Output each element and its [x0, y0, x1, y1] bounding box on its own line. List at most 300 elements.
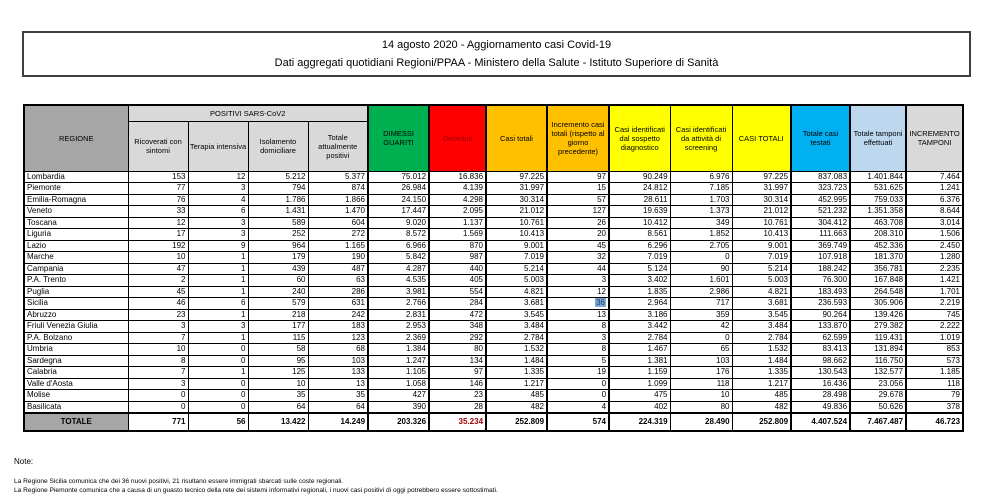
- value-cell: 8.561: [609, 229, 670, 241]
- value-cell: 3.981: [368, 286, 429, 298]
- value-cell: 717: [670, 298, 732, 310]
- value-cell: 3.484: [486, 321, 547, 333]
- totale-label-cell: TOTALE: [24, 413, 128, 431]
- value-cell: 183: [308, 321, 368, 333]
- value-cell: 119.431: [850, 332, 906, 344]
- value-cell: 45: [128, 286, 188, 298]
- value-cell: 132.577: [850, 367, 906, 379]
- value-cell: 176: [670, 367, 732, 379]
- value-cell: 7: [128, 367, 188, 379]
- value-cell: 1.105: [368, 367, 429, 379]
- value-cell: 1.852: [670, 229, 732, 241]
- value-cell: 475: [609, 390, 670, 402]
- value-cell: 90.264: [791, 309, 850, 321]
- value-cell: 0: [128, 390, 188, 402]
- value-cell: 58: [248, 344, 308, 356]
- value-cell: 0: [188, 355, 248, 367]
- value-cell: 440: [429, 263, 486, 275]
- value-cell: 153: [128, 171, 188, 183]
- value-cell: 279.382: [850, 321, 906, 333]
- value-cell: 853: [906, 344, 963, 356]
- value-cell: 190: [308, 252, 368, 264]
- value-cell: 964: [248, 240, 308, 252]
- totale-row: [24, 413, 963, 431]
- col-header-regione: REGIONE: [24, 105, 128, 171]
- region-name-cell: Veneto: [24, 206, 128, 218]
- region-name-cell: Lazio: [24, 240, 128, 252]
- value-cell: 1.058: [368, 378, 429, 390]
- value-cell: 2.705: [670, 240, 732, 252]
- value-cell: 0: [128, 401, 188, 413]
- value-cell: 1.217: [486, 378, 547, 390]
- value-cell: 131.894: [850, 344, 906, 356]
- value-cell: 2.831: [368, 309, 429, 321]
- table-row: [24, 286, 963, 298]
- region-name-cell: Campania: [24, 263, 128, 275]
- value-cell: 2.784: [732, 332, 791, 344]
- value-cell: 35: [248, 390, 308, 402]
- value-cell: 305.906: [850, 298, 906, 310]
- value-cell: 65: [670, 344, 732, 356]
- value-cell: 7.019: [486, 252, 547, 264]
- value-cell: 1.099: [609, 378, 670, 390]
- region-name-cell: Basilicata: [24, 401, 128, 413]
- value-cell: 17: [128, 229, 188, 241]
- value-cell: 10: [248, 378, 308, 390]
- table-row: [24, 229, 963, 241]
- value-cell: 369.749: [791, 240, 850, 252]
- region-name-cell: Valle d'Aosta: [24, 378, 128, 390]
- value-cell: 3.681: [486, 298, 547, 310]
- value-cell: 1: [188, 309, 248, 321]
- value-cell: 323.723: [791, 183, 850, 195]
- value-cell: 4.287: [368, 263, 429, 275]
- table-row: [24, 378, 963, 390]
- value-cell: 1: [188, 275, 248, 287]
- value-cell: 10.413: [486, 229, 547, 241]
- value-cell: 23: [429, 390, 486, 402]
- value-cell: 1.247: [368, 355, 429, 367]
- value-cell: 33: [128, 206, 188, 218]
- col-header-casi-totali-caps: CASI TOTALI: [732, 105, 791, 171]
- value-cell: 3: [188, 217, 248, 229]
- value-cell: 2.784: [486, 332, 547, 344]
- value-cell: 146: [429, 378, 486, 390]
- value-cell: 127: [547, 206, 609, 218]
- value-cell: 9.001: [486, 240, 547, 252]
- value-cell: 10.761: [732, 217, 791, 229]
- region-name-cell: Emilia-Romagna: [24, 194, 128, 206]
- col-header-incremento-tamponi: INCREMENTO TAMPONI: [906, 105, 963, 171]
- col-header-dimessi-guariti: DIMESSI GUARITI: [368, 105, 429, 171]
- group-header-positivi: POSITIVI SARS-CoV2: [128, 105, 368, 121]
- value-cell: 284: [429, 298, 486, 310]
- value-cell: 745: [906, 309, 963, 321]
- value-cell: 5.212: [248, 171, 308, 183]
- value-cell: 45: [547, 240, 609, 252]
- col-header-tamponi-effettuati: Totale tamponi effettuati: [850, 105, 906, 171]
- totale-value-cell: 4.407.524: [791, 413, 850, 431]
- value-cell: 116.750: [850, 355, 906, 367]
- value-cell: 10: [128, 252, 188, 264]
- value-cell: 589: [248, 217, 308, 229]
- value-cell: 5: [547, 355, 609, 367]
- value-cell: 390: [368, 401, 429, 413]
- value-cell: 3.545: [486, 309, 547, 321]
- value-cell: 5.842: [368, 252, 429, 264]
- value-cell: 7.464: [906, 171, 963, 183]
- value-cell: 1.866: [308, 194, 368, 206]
- value-cell: 24.150: [368, 194, 429, 206]
- region-name-cell: Puglia: [24, 286, 128, 298]
- value-cell: 4: [188, 194, 248, 206]
- value-cell: 0: [188, 401, 248, 413]
- totale-value-cell: 13.422: [248, 413, 308, 431]
- col-header-incremento-casi: Incremento casi totali (rispetto al giorno precedente): [547, 105, 609, 171]
- value-cell: 1: [188, 252, 248, 264]
- selected-text: 36: [596, 298, 606, 307]
- value-cell: 1.484: [486, 355, 547, 367]
- value-cell: 0: [547, 390, 609, 402]
- value-cell: 2.964: [609, 298, 670, 310]
- value-cell: 4.821: [732, 286, 791, 298]
- value-cell: 23: [128, 309, 188, 321]
- region-name-cell: Molise: [24, 390, 128, 402]
- value-cell: 10.761: [486, 217, 547, 229]
- col-header-casi-totali: Casi totali: [486, 105, 547, 171]
- totale-value-cell: 28.490: [670, 413, 732, 431]
- value-cell: 2.222: [906, 321, 963, 333]
- value-cell: 177: [248, 321, 308, 333]
- table-row: [24, 183, 963, 195]
- value-cell: 10.413: [732, 229, 791, 241]
- value-cell: 2.986: [670, 286, 732, 298]
- value-cell: 5.003: [732, 275, 791, 287]
- region-name-cell: Marche: [24, 252, 128, 264]
- value-cell: 1.384: [368, 344, 429, 356]
- region-name-cell: Umbria: [24, 344, 128, 356]
- value-cell: 118: [906, 378, 963, 390]
- totale-value-cell: 35.234: [429, 413, 486, 431]
- value-cell: 1.835: [609, 286, 670, 298]
- col-header-deceduti: Deceduti: [429, 105, 486, 171]
- value-cell: 1.569: [429, 229, 486, 241]
- region-name-cell: Calabria: [24, 367, 128, 379]
- value-cell: 3.014: [906, 217, 963, 229]
- value-cell: 80: [670, 401, 732, 413]
- value-cell: 870: [429, 240, 486, 252]
- value-cell: 1.381: [609, 355, 670, 367]
- region-name-cell: Liguria: [24, 229, 128, 241]
- value-cell: 7.185: [670, 183, 732, 195]
- value-cell: 179: [248, 252, 308, 264]
- value-cell: 13: [547, 309, 609, 321]
- value-cell: 0: [188, 344, 248, 356]
- value-cell: 242: [308, 309, 368, 321]
- value-cell: 1: [188, 286, 248, 298]
- value-cell: 31.997: [732, 183, 791, 195]
- table-row: [24, 240, 963, 252]
- value-cell: 1: [188, 367, 248, 379]
- value-cell: 3: [547, 332, 609, 344]
- value-cell: 16.436: [791, 378, 850, 390]
- col-header-terapia-intensiva: Terapia intensiva: [188, 121, 248, 171]
- value-cell: 3: [188, 229, 248, 241]
- value-cell: 5.214: [732, 263, 791, 275]
- value-cell: 1.701: [906, 286, 963, 298]
- value-cell: 134: [429, 355, 486, 367]
- value-cell: 79: [906, 390, 963, 402]
- table-row: [24, 321, 963, 333]
- value-cell: 76: [128, 194, 188, 206]
- value-cell: 68: [308, 344, 368, 356]
- value-cell: 6.376: [906, 194, 963, 206]
- value-cell: 1.431: [248, 206, 308, 218]
- value-cell: 9: [188, 240, 248, 252]
- value-cell: 794: [248, 183, 308, 195]
- table-row: [24, 263, 963, 275]
- value-cell: 485: [732, 390, 791, 402]
- covid-data-table: [23, 104, 964, 432]
- value-cell: 5.003: [486, 275, 547, 287]
- value-cell: 405: [429, 275, 486, 287]
- value-cell: 47: [128, 263, 188, 275]
- value-cell: 21.012: [732, 206, 791, 218]
- value-cell: 236.593: [791, 298, 850, 310]
- value-cell: 3.442: [609, 321, 670, 333]
- region-name-cell: P.A. Trento: [24, 275, 128, 287]
- table-row: [24, 344, 963, 356]
- value-cell: 218: [248, 309, 308, 321]
- value-cell: 1.506: [906, 229, 963, 241]
- value-cell: 46: [128, 298, 188, 310]
- value-cell: 90.249: [609, 171, 670, 183]
- region-name-cell: Abruzzo: [24, 309, 128, 321]
- value-cell: 76.300: [791, 275, 850, 287]
- value-cell: 1.484: [732, 355, 791, 367]
- value-cell: 3: [547, 275, 609, 287]
- report-title-line1: 14 agosto 2020 - Aggiornamento casi Covid-19: [381, 39, 612, 51]
- value-cell: 133: [308, 367, 368, 379]
- region-name-cell: Toscana: [24, 217, 128, 229]
- value-cell: 80: [429, 344, 486, 356]
- value-cell: 62.599: [791, 332, 850, 344]
- value-cell: 30.314: [486, 194, 547, 206]
- value-cell: 125: [248, 367, 308, 379]
- table-row: [24, 217, 963, 229]
- value-cell: 1.401.844: [850, 171, 906, 183]
- value-cell: 208.310: [850, 229, 906, 241]
- value-cell: 2.095: [429, 206, 486, 218]
- totale-value-cell: 203.326: [368, 413, 429, 431]
- value-cell: 1: [188, 263, 248, 275]
- value-cell: 5.377: [308, 171, 368, 183]
- value-cell: 573: [906, 355, 963, 367]
- col-header-ricoverati: Ricoverati con sintomi: [128, 121, 188, 171]
- value-cell: 2.235: [906, 263, 963, 275]
- value-cell: 77: [128, 183, 188, 195]
- value-cell: 264.548: [850, 286, 906, 298]
- value-cell: 6.966: [368, 240, 429, 252]
- value-cell: 183.493: [791, 286, 850, 298]
- value-cell: 16.836: [429, 171, 486, 183]
- value-cell: 49.836: [791, 401, 850, 413]
- value-cell: 554: [429, 286, 486, 298]
- value-cell: 60: [248, 275, 308, 287]
- value-cell: 1.601: [670, 275, 732, 287]
- region-name-cell: Sardegna: [24, 355, 128, 367]
- value-cell: 90: [670, 263, 732, 275]
- value-cell: 6.296: [609, 240, 670, 252]
- totale-value-cell: 14.249: [308, 413, 368, 431]
- value-cell: 21.012: [486, 206, 547, 218]
- value-cell: 1.470: [308, 206, 368, 218]
- value-cell: 3.402: [609, 275, 670, 287]
- value-cell: 452.336: [850, 240, 906, 252]
- region-name-cell: Lombardia: [24, 171, 128, 183]
- value-cell: 1.335: [486, 367, 547, 379]
- value-cell: 9.001: [732, 240, 791, 252]
- value-cell: 1.421: [906, 275, 963, 287]
- value-cell: 97: [547, 171, 609, 183]
- totale-value-cell: 574: [547, 413, 609, 431]
- value-cell: 97.225: [486, 171, 547, 183]
- table-row: [24, 275, 963, 287]
- value-cell: 83.413: [791, 344, 850, 356]
- value-cell: 20: [547, 229, 609, 241]
- value-cell: 31.997: [486, 183, 547, 195]
- value-cell: 8: [547, 344, 609, 356]
- region-name-cell: Sicilia: [24, 298, 128, 310]
- value-cell: 252: [248, 229, 308, 241]
- totale-value-cell: 252.809: [732, 413, 791, 431]
- value-cell: 75.012: [368, 171, 429, 183]
- value-cell: 1.137: [429, 217, 486, 229]
- value-cell: 1.373: [670, 206, 732, 218]
- value-cell: 2.766: [368, 298, 429, 310]
- value-cell: 604: [308, 217, 368, 229]
- value-cell: 3.545: [732, 309, 791, 321]
- value-cell: 272: [308, 229, 368, 241]
- value-cell: 17.447: [368, 206, 429, 218]
- value-cell: 6.976: [670, 171, 732, 183]
- col-header-attualmente-positivi: Totale attualmente positivi: [308, 121, 368, 171]
- value-cell: 463.708: [850, 217, 906, 229]
- value-cell: 2.953: [368, 321, 429, 333]
- value-cell: 292: [429, 332, 486, 344]
- value-cell: 4.298: [429, 194, 486, 206]
- totale-value-cell: 771: [128, 413, 188, 431]
- value-cell: 348: [429, 321, 486, 333]
- value-cell: 6: [188, 298, 248, 310]
- value-cell: 0: [188, 378, 248, 390]
- value-cell: 874: [308, 183, 368, 195]
- table-row: [24, 194, 963, 206]
- value-cell: 4: [547, 401, 609, 413]
- value-cell: 0: [547, 378, 609, 390]
- value-cell: 1.165: [308, 240, 368, 252]
- region-name-cell: Piemonte: [24, 183, 128, 195]
- value-cell: 4.821: [486, 286, 547, 298]
- value-cell: 64: [308, 401, 368, 413]
- value-cell: 987: [429, 252, 486, 264]
- table-row: [24, 252, 963, 264]
- value-cell: 482: [732, 401, 791, 413]
- value-cell: 12: [188, 171, 248, 183]
- value-cell: 2.219: [906, 298, 963, 310]
- note-line-piemonte: La Regione Piemonte comunica che a causa di un guasto tecnico della rete dei sistemi informativi regionali, i nuovi casi positivi di oggi potrebbero essere sottostimati.: [14, 486, 498, 494]
- value-cell: 1.335: [732, 367, 791, 379]
- value-cell: 304.412: [791, 217, 850, 229]
- value-cell: 4.139: [429, 183, 486, 195]
- report-title-line2: Dati aggregati quotidiani Regioni/PPAA - Ministero della Salute - Istituto Superiore di Sanità: [274, 57, 719, 69]
- value-cell: 482: [486, 401, 547, 413]
- value-cell: 579: [248, 298, 308, 310]
- value-cell: 8: [547, 321, 609, 333]
- value-cell: 5.124: [609, 263, 670, 275]
- value-cell: 103: [308, 355, 368, 367]
- note-line-sicilia: La Regione Sicilia comunica che dei 36 nuovi positivi, 21 risultano essere immigrati sbarcati sulle coste regionali.: [14, 478, 344, 485]
- value-cell: 487: [308, 263, 368, 275]
- value-cell: 1.703: [670, 194, 732, 206]
- col-header-sospetto-diagnostico: Casi identificati dal sospetto diagnostico: [609, 105, 670, 171]
- value-cell: 359: [670, 309, 732, 321]
- value-cell: 3.484: [732, 321, 791, 333]
- value-cell: 19: [547, 367, 609, 379]
- value-cell: 19.639: [609, 206, 670, 218]
- value-cell: 8.644: [906, 206, 963, 218]
- value-cell: 26: [547, 217, 609, 229]
- value-cell: 7: [128, 332, 188, 344]
- value-cell: 23.056: [850, 378, 906, 390]
- value-cell: 0: [670, 332, 732, 344]
- value-cell: 26.984: [368, 183, 429, 195]
- value-cell: 1.532: [486, 344, 547, 356]
- value-cell: 32: [547, 252, 609, 264]
- value-cell: 103: [670, 355, 732, 367]
- value-cell: 118: [670, 378, 732, 390]
- value-cell: 1.217: [732, 378, 791, 390]
- totale-value-cell: 252.809: [486, 413, 547, 431]
- value-cell: 1.467: [609, 344, 670, 356]
- value-cell: 402: [609, 401, 670, 413]
- value-cell: 439: [248, 263, 308, 275]
- value-cell: 10: [128, 344, 188, 356]
- value-cell: 2: [128, 275, 188, 287]
- value-cell: 24.812: [609, 183, 670, 195]
- col-header-casi-testati: Totale casi testati: [791, 105, 850, 171]
- value-cell: 15: [547, 183, 609, 195]
- table-body: [24, 171, 963, 431]
- value-cell: 1.019: [906, 332, 963, 344]
- totale-value-cell: 7.467.487: [850, 413, 906, 431]
- value-cell: 1.159: [609, 367, 670, 379]
- value-cell: 1.241: [906, 183, 963, 195]
- table-row: [24, 355, 963, 367]
- value-cell: 13: [308, 378, 368, 390]
- value-cell: 107.918: [791, 252, 850, 264]
- value-cell: 167.848: [850, 275, 906, 287]
- value-cell: 3.681: [732, 298, 791, 310]
- value-cell: 427: [368, 390, 429, 402]
- value-cell: 10: [670, 390, 732, 402]
- value-cell: 130.543: [791, 367, 850, 379]
- value-cell: 3: [188, 183, 248, 195]
- table-row: [24, 298, 963, 310]
- value-cell: 12: [128, 217, 188, 229]
- value-cell: 356.781: [850, 263, 906, 275]
- value-cell: 3: [128, 378, 188, 390]
